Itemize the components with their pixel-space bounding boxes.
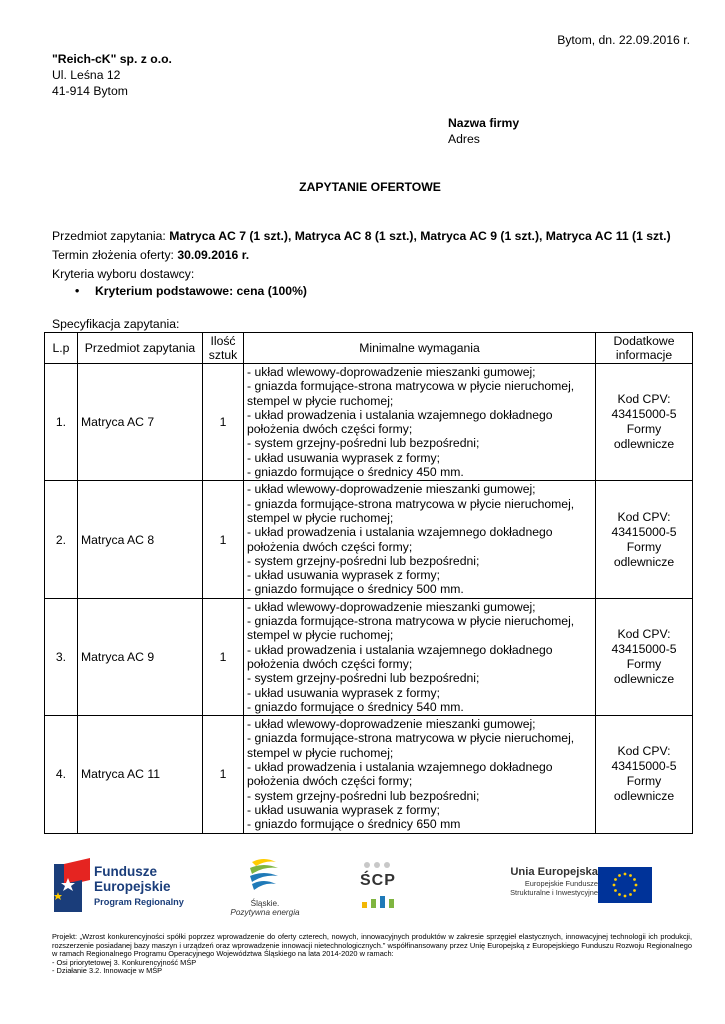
deadline-label: Termin złożenia oferty:: [52, 248, 178, 262]
footer-paragraph: Projekt: „Wzrost konkurencyjności spółki poprzez wprowadzenie do oferty czterech, nowych, innowacyjnych produktów w zakresie sprzęgieł elastycznych, innowacyjnej technologii ich produkcji, rozszerzenie posiadanej bazy maszyn i urządzeń oraz wprowadzenie innowacji nietechnologicznych.” współfinansowany przez Unię Europejską z Europejskiego Funduszu Rozwoju Regionalnego w ramach Regionalnego Programu Operacyjnego Województwa Śląskiego na lata 2014-2020 w ramach:: [52, 932, 692, 959]
sender-name: "Reich-cK" sp. z o.o.: [52, 52, 172, 66]
row-lp: 2.: [45, 481, 78, 598]
table-row: [45, 481, 693, 598]
requirement-line: - układ wlewowy-doprowadzenie mieszanki gumowej;: [247, 482, 536, 497]
ue-line2: Europejskie Fundusze: [524, 879, 598, 888]
row-qty: 1: [203, 364, 244, 481]
header-qty-line2: sztuk: [208, 348, 238, 362]
row-lp: 3.: [45, 598, 78, 715]
table-row: [45, 598, 693, 715]
row-item: Matryca AC 9: [78, 598, 203, 715]
info-line: odlewnicze: [613, 437, 675, 452]
requirement-line: - układ usuwania wyprasek z formy;: [247, 568, 441, 583]
row-lp: 1.: [45, 364, 78, 481]
info-line: Formy: [626, 656, 662, 671]
header-info: [596, 333, 693, 364]
row-info: [596, 598, 693, 715]
subject-label: Przedmiot zapytania:: [52, 229, 170, 243]
requirement-line: - układ prowadzenia i ustalania wzajemnego dokładnego: [247, 642, 553, 657]
requirement-line: stempel w płycie ruchomej;: [247, 510, 394, 525]
header-item: Przedmiot zapytania: [78, 333, 203, 364]
row-info: [596, 481, 693, 598]
requirement-line: - układ prowadzenia i ustalania wzajemnego dokładnego: [247, 407, 553, 422]
row-info: [596, 716, 693, 833]
info-line: 43415000-5: [611, 524, 677, 539]
info-line: Formy: [626, 422, 662, 437]
footer-item-1: - Osi priorytetowej 3. Konkurencyjność MŚP: [52, 957, 197, 967]
info-line: odlewnicze: [613, 554, 675, 569]
scp-text: ŚCP: [360, 872, 396, 889]
info-line: Kod CPV:: [617, 744, 671, 759]
requirement-line: - układ wlewowy-doprowadzenie mieszanki gumowej;: [247, 717, 536, 732]
requirement-line: - gniazda formujące-strona matrycowa w płycie nieruchomej,: [247, 614, 575, 629]
recipient-name: Nazwa firmy: [448, 116, 520, 130]
row-requirements: [244, 481, 596, 598]
requirement-line: - gniazdo formujące o średnicy 500 mm.: [247, 582, 464, 597]
requirement-line: - gniazdo formujące o średnicy 540 mm.: [247, 699, 464, 714]
fundusze-europejskie-emblem-icon: [52, 858, 92, 914]
spec-label: Specyfikacja zapytania:: [52, 317, 180, 331]
eu-flag-icon: [598, 867, 652, 903]
info-line: 43415000-5: [611, 759, 677, 774]
fe-line2: Europejskie: [94, 879, 171, 894]
unia-europejska-logo: [482, 864, 662, 908]
criteria-item: [75, 284, 307, 298]
row-requirements: [244, 716, 596, 833]
requirement-line: stempel w płycie ruchomej;: [247, 745, 394, 760]
criteria-label: Kryteria wyboru dostawcy:: [52, 267, 195, 281]
requirement-line: - układ wlewowy-doprowadzenie mieszanki gumowej;: [247, 365, 536, 379]
scp-logo: [358, 860, 408, 912]
row-requirements: [244, 598, 596, 715]
requirement-line: - system grzejny-pośredni lub bezpośredni;: [247, 671, 480, 686]
footer-item-2: - Działanie 3.2. Innowacje w MŚP: [52, 966, 163, 976]
requirement-line: położenia dwóch części formy;: [247, 422, 413, 437]
fe-line1: Fundusze: [94, 864, 157, 879]
info-line: odlewnicze: [613, 789, 675, 804]
deadline-value: 30.09.2016 r.: [177, 248, 250, 262]
footer-note: [52, 933, 692, 976]
requirement-line: - układ usuwania wyprasek z formy;: [247, 802, 441, 817]
document-date: Bytom, dn. 22.09.2016 r.: [557, 33, 690, 47]
info-line: Kod CPV:: [617, 626, 671, 641]
requirement-line: - gniazda formujące-strona matrycowa w płycie nieruchomej,: [247, 496, 575, 511]
row-item: Matryca AC 7: [78, 364, 203, 481]
header-qty: [203, 333, 244, 364]
recipient-address: Adres: [448, 132, 480, 146]
spec-body: [45, 364, 693, 834]
info-line: Kod CPV:: [617, 392, 671, 407]
info-line: Kod CPV:: [617, 509, 671, 524]
requirement-line: położenia dwóch części formy;: [247, 656, 413, 671]
requirement-line: stempel w płycie ruchomej;: [247, 393, 394, 408]
scp-dots-icon: [358, 860, 404, 870]
requirement-line: - układ prowadzenia i ustalania wzajemnego dokładnego: [247, 525, 553, 540]
sender-street: Ul. Leśna 12: [52, 68, 121, 82]
fe-line3: Program Regionalny: [94, 897, 184, 907]
row-item: Matryca AC 8: [78, 481, 203, 598]
slaskie-line1: Śląskie.: [250, 899, 280, 908]
row-info: [596, 364, 693, 481]
header-lp: L.p: [45, 333, 78, 364]
requirement-line: - gniazda formujące-strona matrycowa w płycie nieruchomej,: [247, 731, 575, 746]
document-title: ZAPYTANIE OFERTOWE: [299, 180, 441, 194]
row-qty: 1: [203, 481, 244, 598]
requirement-line: położenia dwóch części formy;: [247, 774, 413, 789]
header-info-line2: informacje: [615, 348, 673, 362]
info-line: 43415000-5: [611, 407, 677, 422]
table-row: [45, 364, 693, 481]
row-lp: 4.: [45, 716, 78, 833]
criteria-item-text: Kryterium podstawowe: cena (100%): [95, 284, 307, 298]
requirement-line: - system grzejny-pośredni lub bezpośredni;: [247, 553, 480, 568]
info-line: odlewnicze: [613, 671, 675, 686]
ue-line1: Unia Europejska: [510, 866, 598, 878]
requirement-line: - układ usuwania wyprasek z formy;: [247, 450, 441, 465]
ue-line3: Strukturalne i Inwestycyjne: [510, 888, 598, 897]
info-line: Formy: [626, 539, 662, 554]
requirement-line: położenia dwóch części formy;: [247, 539, 413, 554]
info-line: 43415000-5: [611, 641, 677, 656]
row-qty: 1: [203, 716, 244, 833]
spec-header-row: [45, 333, 693, 364]
requirement-line: - układ prowadzenia i ustalania wzajemnego dokładnego: [247, 760, 553, 775]
table-row: [45, 716, 693, 833]
header-requirements: Minimalne wymagania: [244, 333, 596, 364]
row-item: Matryca AC 11: [78, 716, 203, 833]
requirement-line: - gniazdo formujące o średnicy 650 mm: [247, 817, 461, 832]
requirement-line: - system grzejny-pośredni lub bezpośredni;: [247, 436, 480, 451]
deadline-line: [52, 248, 249, 262]
requirement-line: stempel w płycie ruchomej;: [247, 628, 394, 643]
header-qty-line1: Ilość: [210, 334, 236, 348]
requirement-line: - gniazdo formujące o średnicy 450 mm.: [247, 465, 464, 480]
scp-bars-icon: [362, 896, 402, 908]
subject-line: [52, 229, 671, 243]
spec-table: [44, 332, 693, 834]
requirement-line: - układ usuwania wyprasek z formy;: [247, 685, 441, 700]
row-requirements: [244, 364, 596, 481]
fundusze-europejskie-logo: [52, 856, 192, 916]
sender-city: 41-914 Bytom: [52, 84, 128, 98]
info-line: Formy: [626, 774, 662, 789]
subject-value: Matryca AC 7 (1 szt.), Matryca AC 8 (1 szt.), Matryca AC 9 (1 szt.), Matryca AC 11 (1 szt.): [169, 229, 671, 243]
header-info-line1: Dodatkowe: [613, 334, 675, 348]
requirement-line: - system grzejny-pośredni lub bezpośredni;: [247, 788, 480, 803]
row-qty: 1: [203, 598, 244, 715]
slaskie-logo: [226, 854, 306, 918]
slaskie-line2: Pozytywna energia: [230, 908, 300, 917]
bullet-icon: •: [75, 284, 80, 298]
requirement-line: - układ wlewowy-doprowadzenie mieszanki gumowej;: [247, 599, 536, 614]
slaskie-emblem-icon: [244, 854, 284, 896]
requirement-line: - gniazda formujące-strona matrycowa w płycie nieruchomej,: [247, 379, 575, 394]
